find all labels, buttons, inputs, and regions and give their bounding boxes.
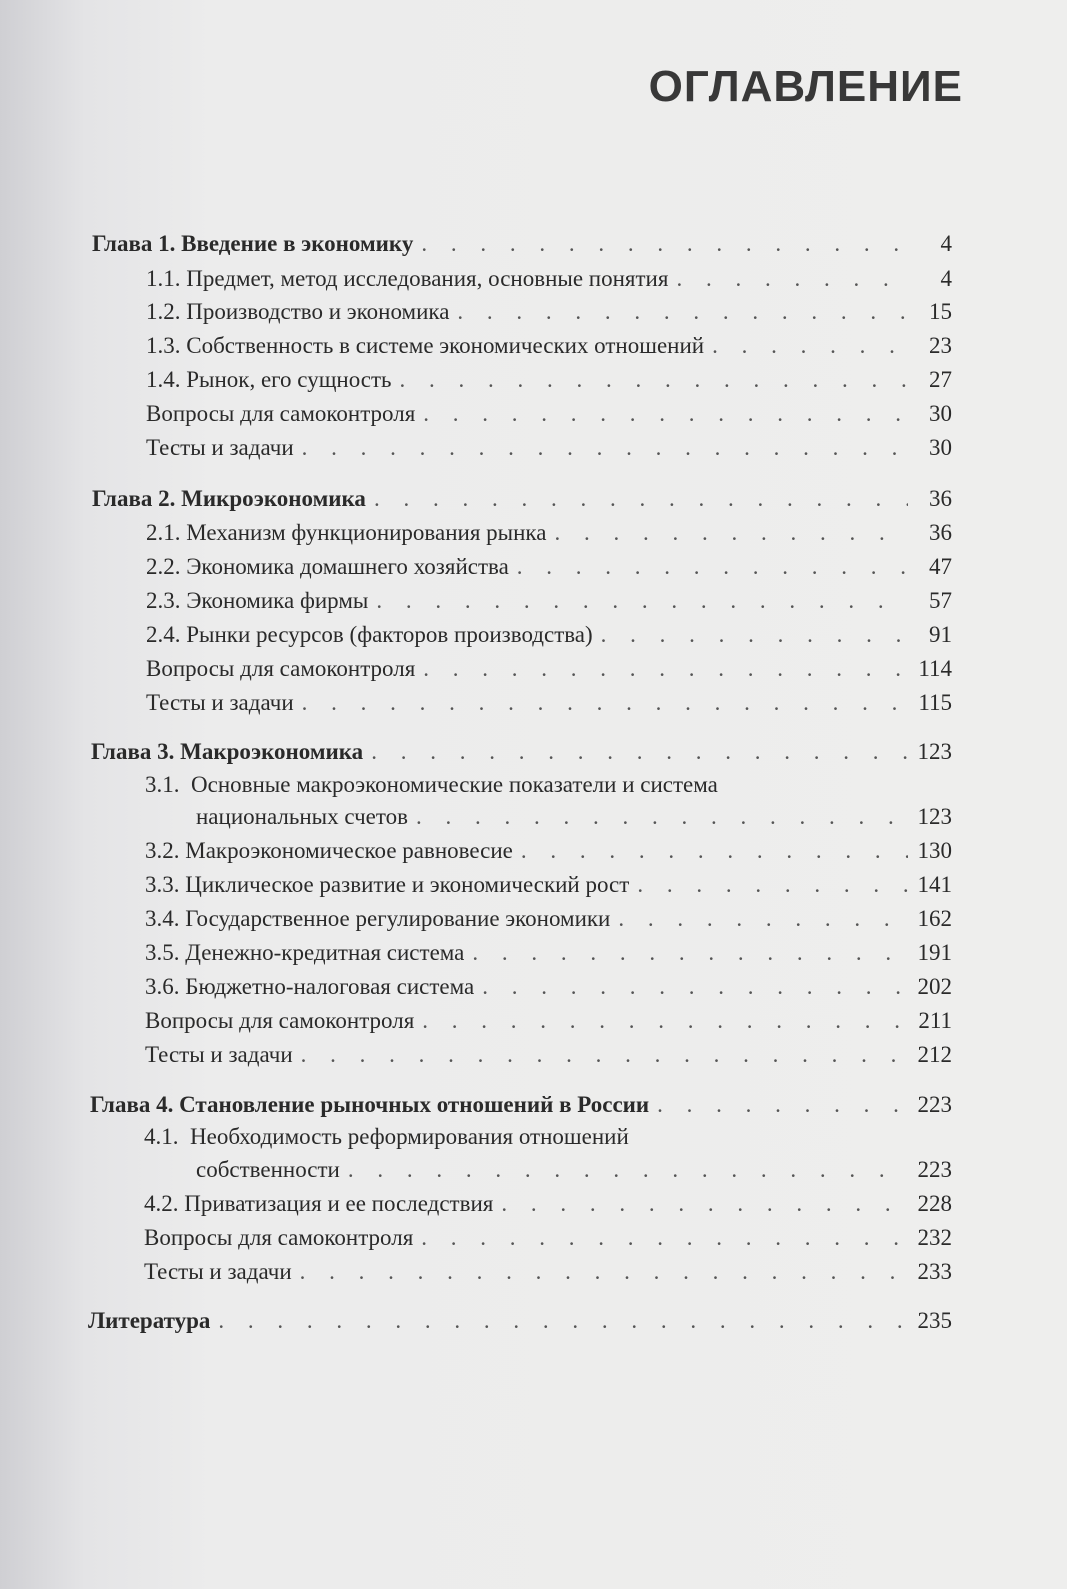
page-number: 23 xyxy=(929,333,952,358)
section-number: 2.1. xyxy=(146,520,181,545)
section-title: Денежно-кредитная система xyxy=(185,940,465,965)
page-number: 57 xyxy=(929,588,952,613)
literature-entry[interactable] xyxy=(88,1305,952,1337)
dot-leader xyxy=(637,869,908,901)
page-number: 123 xyxy=(917,739,952,764)
page-number: 4 xyxy=(940,231,952,256)
section-title: собственности xyxy=(196,1157,340,1182)
chapter-4-entry[interactable] xyxy=(90,1089,952,1121)
section-3-2[interactable] xyxy=(145,835,952,867)
page-number: 212 xyxy=(917,1042,952,1067)
entry-title: Тесты и задачи xyxy=(145,1042,293,1067)
page-number: 36 xyxy=(929,486,952,511)
dot-leader xyxy=(601,619,908,651)
chapter-number: Глава 3. xyxy=(91,739,175,764)
page-title: ОГЛАВЛЕНИЕ xyxy=(648,62,963,111)
tests-entry[interactable] xyxy=(144,1256,952,1288)
dot-leader xyxy=(554,517,908,549)
dot-leader xyxy=(712,330,908,362)
dot-leader xyxy=(374,483,908,515)
dot-leader xyxy=(421,228,908,260)
section-3-4[interactable] xyxy=(145,903,952,935)
dot-leader xyxy=(400,364,908,396)
section-title: Приватизация и ее последствия xyxy=(184,1191,494,1216)
section-number: 3.4. xyxy=(145,906,180,931)
page-number: 15 xyxy=(929,299,952,324)
section-number: 2.4. xyxy=(146,622,181,647)
chapter-3-entry[interactable] xyxy=(91,736,952,768)
dot-leader xyxy=(482,971,908,1003)
page-number: 191 xyxy=(917,940,952,965)
dot-leader xyxy=(657,1089,908,1121)
section-number: 4.1. xyxy=(144,1124,179,1149)
chapter-number: Глава 1. xyxy=(92,231,176,256)
dot-leader xyxy=(218,1305,908,1337)
section-3-6[interactable] xyxy=(145,971,952,1003)
page-number: 232 xyxy=(917,1225,952,1250)
dot-leader xyxy=(521,835,908,867)
entry-title: Тесты и задачи xyxy=(146,435,294,460)
dot-leader xyxy=(517,551,908,583)
section-4-2[interactable] xyxy=(144,1188,952,1220)
section-number: 3.2. xyxy=(145,838,180,863)
page-number: 123 xyxy=(917,804,952,829)
page-number: 223 xyxy=(917,1092,952,1117)
section-title: Предмет, метод исследования, основные понятия xyxy=(186,266,669,291)
page-number: 4 xyxy=(940,266,952,291)
section-number: 3.1. xyxy=(145,772,180,797)
section-number: 3.3. xyxy=(145,872,180,897)
page-number: 202 xyxy=(917,974,952,999)
section-number: 1.1. xyxy=(146,266,181,291)
dot-leader xyxy=(472,937,908,969)
dot-leader xyxy=(302,432,908,464)
section-title: Экономика фирмы xyxy=(186,588,369,613)
page-number: 211 xyxy=(918,1008,952,1033)
section-1-3[interactable] xyxy=(146,330,952,362)
section-title-line1: Необходимость реформирования отношений xyxy=(190,1124,629,1149)
section-title: Производство и экономика xyxy=(186,299,450,324)
section-3-3[interactable] xyxy=(145,869,952,901)
section-title: национальных счетов xyxy=(196,804,408,829)
page-number: 30 xyxy=(929,435,952,460)
page-number: 228 xyxy=(917,1191,952,1216)
section-title: Макроэкономическое равновесие xyxy=(185,838,513,863)
page-number: 47 xyxy=(929,554,952,579)
section-1-1[interactable] xyxy=(146,263,952,295)
dot-leader xyxy=(676,263,908,295)
section-3-5[interactable] xyxy=(145,937,952,969)
section-3-1-line1[interactable] xyxy=(145,769,718,801)
tests-entry[interactable] xyxy=(146,687,952,719)
page-number: 141 xyxy=(917,872,952,897)
questions-entry[interactable] xyxy=(146,398,952,430)
questions-entry[interactable] xyxy=(144,1222,952,1254)
entry-title: Вопросы для самоконтроля xyxy=(145,1008,415,1033)
section-title: Рынки ресурсов (факторов производства) xyxy=(186,622,593,647)
section-2-4[interactable] xyxy=(146,619,952,651)
section-title: Экономика домашнего хозяйства xyxy=(186,554,509,579)
section-title: Государственное регулирование экономики xyxy=(185,906,611,931)
section-number: 2.2. xyxy=(146,554,181,579)
dot-leader xyxy=(300,1256,908,1288)
dot-leader xyxy=(416,801,908,833)
section-2-3[interactable] xyxy=(146,585,952,617)
section-title-line1: Основные макроэкономические показатели и система xyxy=(191,772,718,797)
chapter-title: Становление рыночных отношений в России xyxy=(179,1092,650,1117)
page-number: 27 xyxy=(929,367,952,392)
chapter-title: Введение в экономику xyxy=(181,231,414,256)
dot-leader xyxy=(421,1222,908,1254)
dot-leader xyxy=(457,296,908,328)
entry-title: Тесты и задачи xyxy=(144,1259,292,1284)
dot-leader xyxy=(302,687,908,719)
chapter-title: Микроэкономика xyxy=(181,486,366,511)
literature-title: Литература xyxy=(88,1308,211,1333)
section-2-2[interactable] xyxy=(146,551,952,583)
tests-entry[interactable] xyxy=(145,1039,952,1071)
dot-leader xyxy=(422,1005,908,1037)
page-number: 114 xyxy=(918,656,952,681)
page-number: 115 xyxy=(918,690,952,715)
section-title: Собственность в системе экономических отношений xyxy=(186,333,705,358)
page-number: 130 xyxy=(917,838,952,863)
chapter-title: Макроэкономика xyxy=(180,739,364,764)
questions-entry[interactable] xyxy=(145,1005,952,1037)
page-number: 162 xyxy=(917,906,952,931)
section-1-2[interactable] xyxy=(146,296,952,328)
section-title: Механизм функционирования рынка xyxy=(186,520,547,545)
entry-title: Вопросы для самоконтроля xyxy=(144,1225,414,1250)
page-number: 36 xyxy=(929,520,952,545)
chapter-number: Глава 2. xyxy=(92,486,176,511)
section-number: 1.2. xyxy=(146,299,181,324)
section-number: 4.2. xyxy=(144,1191,179,1216)
dot-leader xyxy=(618,903,908,935)
page-number: 233 xyxy=(917,1259,952,1284)
section-number: 1.4. xyxy=(146,367,181,392)
section-1-4[interactable] xyxy=(146,364,952,396)
chapter-2-entry[interactable] xyxy=(92,483,952,515)
page-number: 30 xyxy=(929,401,952,426)
dot-leader xyxy=(501,1188,908,1220)
dot-leader xyxy=(301,1039,908,1071)
section-3-1[interactable] xyxy=(196,801,952,833)
section-2-1[interactable] xyxy=(146,517,952,549)
entry-title: Тесты и задачи xyxy=(146,690,294,715)
section-title: Циклическое развитие и экономический рост xyxy=(185,872,630,897)
section-number: 1.3. xyxy=(146,333,181,358)
dot-leader xyxy=(423,398,908,430)
entry-title: Вопросы для самоконтроля xyxy=(146,656,416,681)
entry-title: Вопросы для самоконтроля xyxy=(146,401,416,426)
section-number: 3.6. xyxy=(145,974,180,999)
questions-entry[interactable] xyxy=(146,653,952,685)
dot-leader xyxy=(376,585,908,617)
section-4-1[interactable] xyxy=(196,1154,952,1186)
page-number: 235 xyxy=(917,1308,952,1333)
page-number: 91 xyxy=(929,622,952,647)
section-4-1-line1[interactable] xyxy=(144,1121,629,1153)
section-number: 3.5. xyxy=(145,940,180,965)
chapter-number: Глава 4. xyxy=(90,1092,174,1117)
dot-leader xyxy=(371,736,908,768)
section-number: 2.3. xyxy=(146,588,181,613)
page-number: 223 xyxy=(917,1157,952,1182)
section-title: Бюджетно-налоговая система xyxy=(185,974,475,999)
chapter-1-entry[interactable] xyxy=(92,228,952,260)
tests-entry[interactable] xyxy=(146,432,952,464)
section-title: Рынок, его сущность xyxy=(186,367,392,392)
dot-leader xyxy=(348,1154,908,1186)
dot-leader xyxy=(423,653,908,685)
